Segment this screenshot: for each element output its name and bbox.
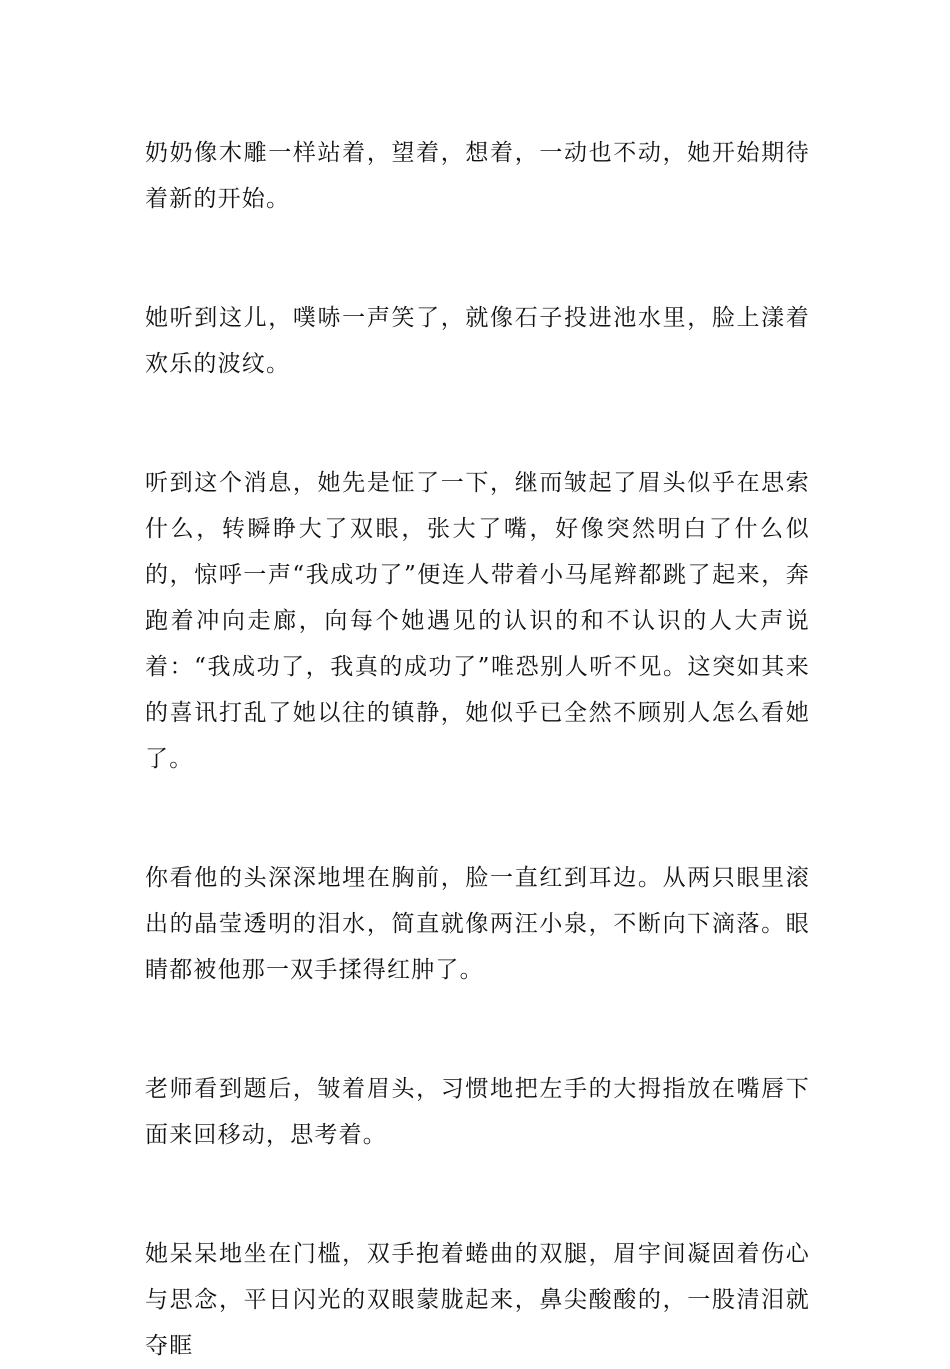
document-body bbox=[145, 130, 810, 1369]
paragraph-1: 奶奶像木雕一样站着，望着，想着，一动也不动，她开始期待着新的开始。 bbox=[145, 140, 810, 212]
paragraph-5: 老师看到题后，皱着眉头，习惯地把左手的大拇指放在嘴唇下面来回移动，思考着。 bbox=[145, 1076, 810, 1148]
paragraph-3: 听到这个消息，她先是怔了一下，继而皱起了眉头似乎在思索什么，转瞬睁大了双眼，张大了嘴，好像突然明白了什么似的，惊呼一声“我成功了”便连人带着小马尾辫都跳了起来，奔跑着冲向走廊，向每个她遇见的认识的和不认识的人大声说着：“我成功了，我真的成功了”唯恐别人听不见。这突如其来的喜讯打乱了她以往的镇静，她似乎已全然不顾别人怎么看她了。 bbox=[145, 470, 810, 772]
paragraph-4: 你看他的头深深地埋在胸前，脸一直红到耳边。从两只眼里滚出的晶莹透明的泪水，简直就像两汪小泉，不断向下滴落。眼睛都被他那一双手揉得红肿了。 bbox=[145, 865, 810, 983]
paragraph-2: 她听到这儿，噗哧一声笑了，就像石子投进池水里，脸上漾着欢乐的波纹。 bbox=[145, 305, 810, 377]
paragraph-6: 她呆呆地坐在门槛，双手抱着蜷曲的双腿，眉宇间凝固着伤心与思念，平日闪光的双眼蒙胧起来，鼻尖酸酸的，一股清泪就夺眶 bbox=[145, 1241, 810, 1359]
